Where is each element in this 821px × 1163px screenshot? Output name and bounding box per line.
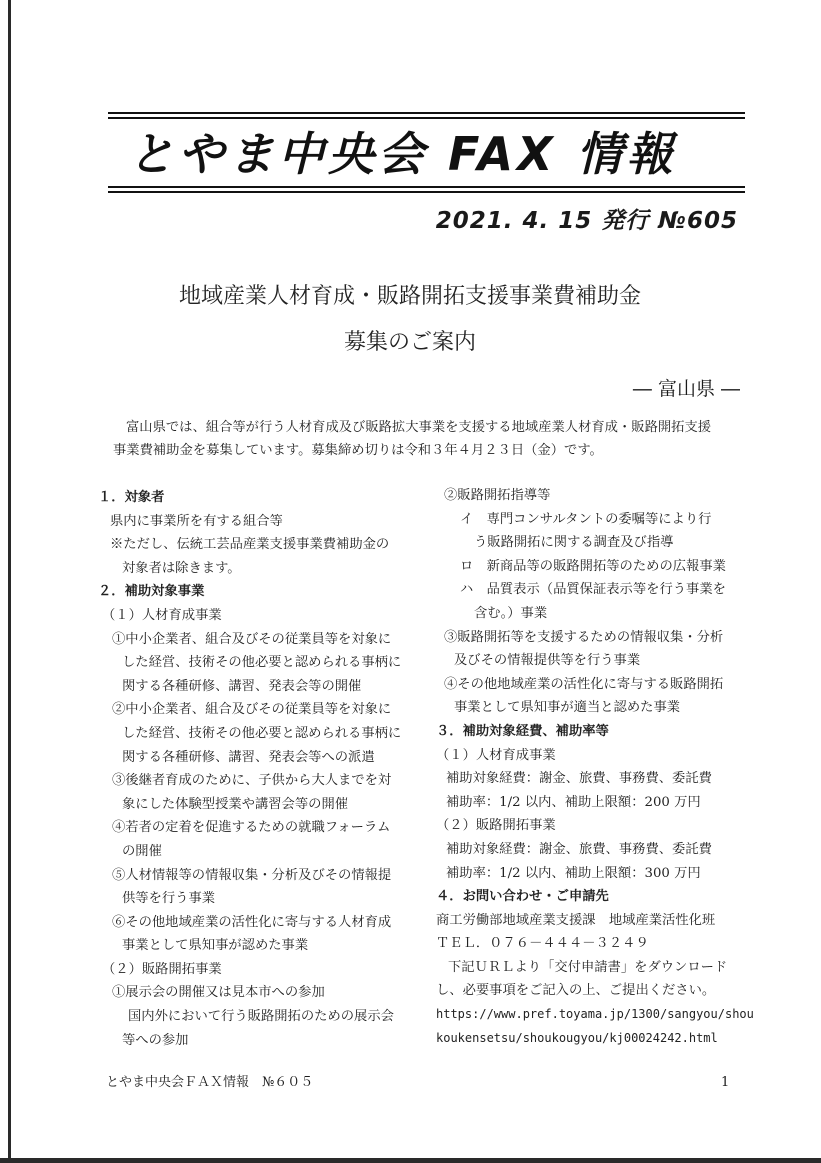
masthead-rule-bottom-1 <box>108 186 745 188</box>
body-line: ⑤人材情報等の情報収集・分析及びその情報提 <box>112 867 392 883</box>
intro-line: 富山県では、組合等が行う人材育成及び販路拡大事業を支援する地域産業人材育成・販路開拓支援 <box>126 420 712 435</box>
body-line: した経営、技術その他必要と認められる事柄に <box>122 655 402 671</box>
body-line: ④その他地域産業の活性化に寄与する販路開拓 <box>444 676 724 692</box>
page-bottom-border <box>0 1158 821 1163</box>
body-line: ④若者の定着を促進するための就職フォーラム <box>112 820 391 836</box>
body-line: 対象者は除きます。 <box>122 560 241 576</box>
section-heading: ４．お問い合わせ・ご申請先 <box>436 889 609 905</box>
page-number: 1 <box>721 1075 730 1090</box>
body-line: ②販路開拓指導等 <box>444 488 551 503</box>
body-line: 及びその情報提供等を行う事業 <box>454 653 641 669</box>
url-text: koukensetsu/shoukougyou/kj00024242.html <box>436 1030 718 1045</box>
body-line: ①展示会の開催又は見本市への参加 <box>112 985 325 1001</box>
body-line: （１）人材育成事業 <box>102 607 222 623</box>
body-line: 含む。）事業 <box>474 605 548 621</box>
body-line: 補助率：1/2 以内、補助上限額：200 万円 <box>446 794 701 810</box>
body-line: 商工労働部地域産業支援課 地域産業活性化班 <box>436 912 716 928</box>
body-line: （２）販路開拓事業 <box>102 961 222 977</box>
body-line: 供等を行う事業 <box>122 891 216 907</box>
body-line: 関する各種研修、講習、発表会等への派遣 <box>122 749 375 765</box>
body-line: 補助対象経費：謝金、旅費、事務費、委託費 <box>446 771 712 787</box>
section-heading: ３．補助対象経費、補助率等 <box>436 723 609 739</box>
right-column <box>432 484 752 1050</box>
body-line: ③販路開拓等を支援するための情報収集・分析 <box>444 629 724 645</box>
intro-paragraph <box>113 416 743 462</box>
issue-date-number: 2021. 4. 15 発行 №605 <box>435 208 738 234</box>
body-line: ①中小企業者、組合及びその従業員等を対象に <box>112 631 392 647</box>
body-line: ※ただし、伝統工芸品産業支援事業費補助金の <box>110 537 390 553</box>
section-heading: ２．補助対象事業 <box>98 584 205 600</box>
url-text: https://www.pref.toyama.jp/1300/sangyou/shou <box>436 1007 754 1022</box>
body-line: し、必要事項をご記入の上、ご提出ください。 <box>436 983 716 999</box>
left-column <box>98 486 418 1052</box>
body-line: ハ 品質表示（品質保証表示等を行う事業を <box>460 582 726 598</box>
body-line: ③後継者育成のために、子供から大人までを対 <box>112 773 392 789</box>
body-line: 象にした体験型授業や講習会等の開催 <box>122 796 349 812</box>
body-line: ロ 新商品等の販路開拓等のための広報事業 <box>460 558 726 574</box>
body-line: の開催 <box>122 843 162 859</box>
body-line: 補助率：1/2 以内、補助上限額：300 万円 <box>446 865 701 881</box>
body-line: イ 専門コンサルタントの委嘱等により行 <box>460 511 712 527</box>
body-line: 補助対象経費：謝金、旅費、事務費、委託費 <box>446 841 712 857</box>
footer-label: とやま中央会ＦＡＸ情報 №６０５ <box>106 1075 314 1090</box>
body-line: （１）人材育成事業 <box>436 747 556 763</box>
section-heading: １．対象者 <box>98 490 165 505</box>
body-line: （２）販路開拓事業 <box>436 818 556 834</box>
body-line: ＴＥＬ．０７６－４４４－３２４９ <box>436 936 649 952</box>
body-line: 等への参加 <box>122 1032 189 1048</box>
headline-line-2: 募集のご案内 <box>343 330 476 355</box>
issuer: ― 富山県 ― <box>632 378 740 400</box>
intro-line: 事業費補助金を募集しています。募集締め切りは令和３年４月２３日（金）です。 <box>113 443 603 458</box>
body-line: ⑥その他地域産業の活性化に寄与する人材育成 <box>112 914 392 930</box>
page-left-border <box>8 0 11 1163</box>
masthead-rule-top-1 <box>108 112 745 114</box>
body-line: 下記ＵＲＬより「交付申請書」をダウンロード <box>448 959 728 975</box>
body-line: ②中小企業者、組合及びその従業員等を対象に <box>112 702 392 718</box>
body-line: 国内外において行う販路開拓のための展示会 <box>128 1009 394 1025</box>
body-line: 関する各種研修、講習、発表会等の開催 <box>122 678 362 694</box>
body-line: 県内に事業所を有する組合等 <box>110 513 283 529</box>
body-line: 事業として県知事が認めた事業 <box>122 938 309 954</box>
body-line: した経営、技術その他必要と認められる事柄に <box>122 725 402 741</box>
body-line: う販路開拓に関する調査及び指導 <box>474 535 674 551</box>
masthead-rule-bottom-2 <box>108 191 745 193</box>
headline-line-1: 地域産業人材育成・販路開拓支援事業費補助金 <box>178 284 641 309</box>
body-line: 事業として県知事が適当と認めた事業 <box>454 700 681 716</box>
masthead-title: とやま中央会 FAX 情報 <box>128 127 677 181</box>
